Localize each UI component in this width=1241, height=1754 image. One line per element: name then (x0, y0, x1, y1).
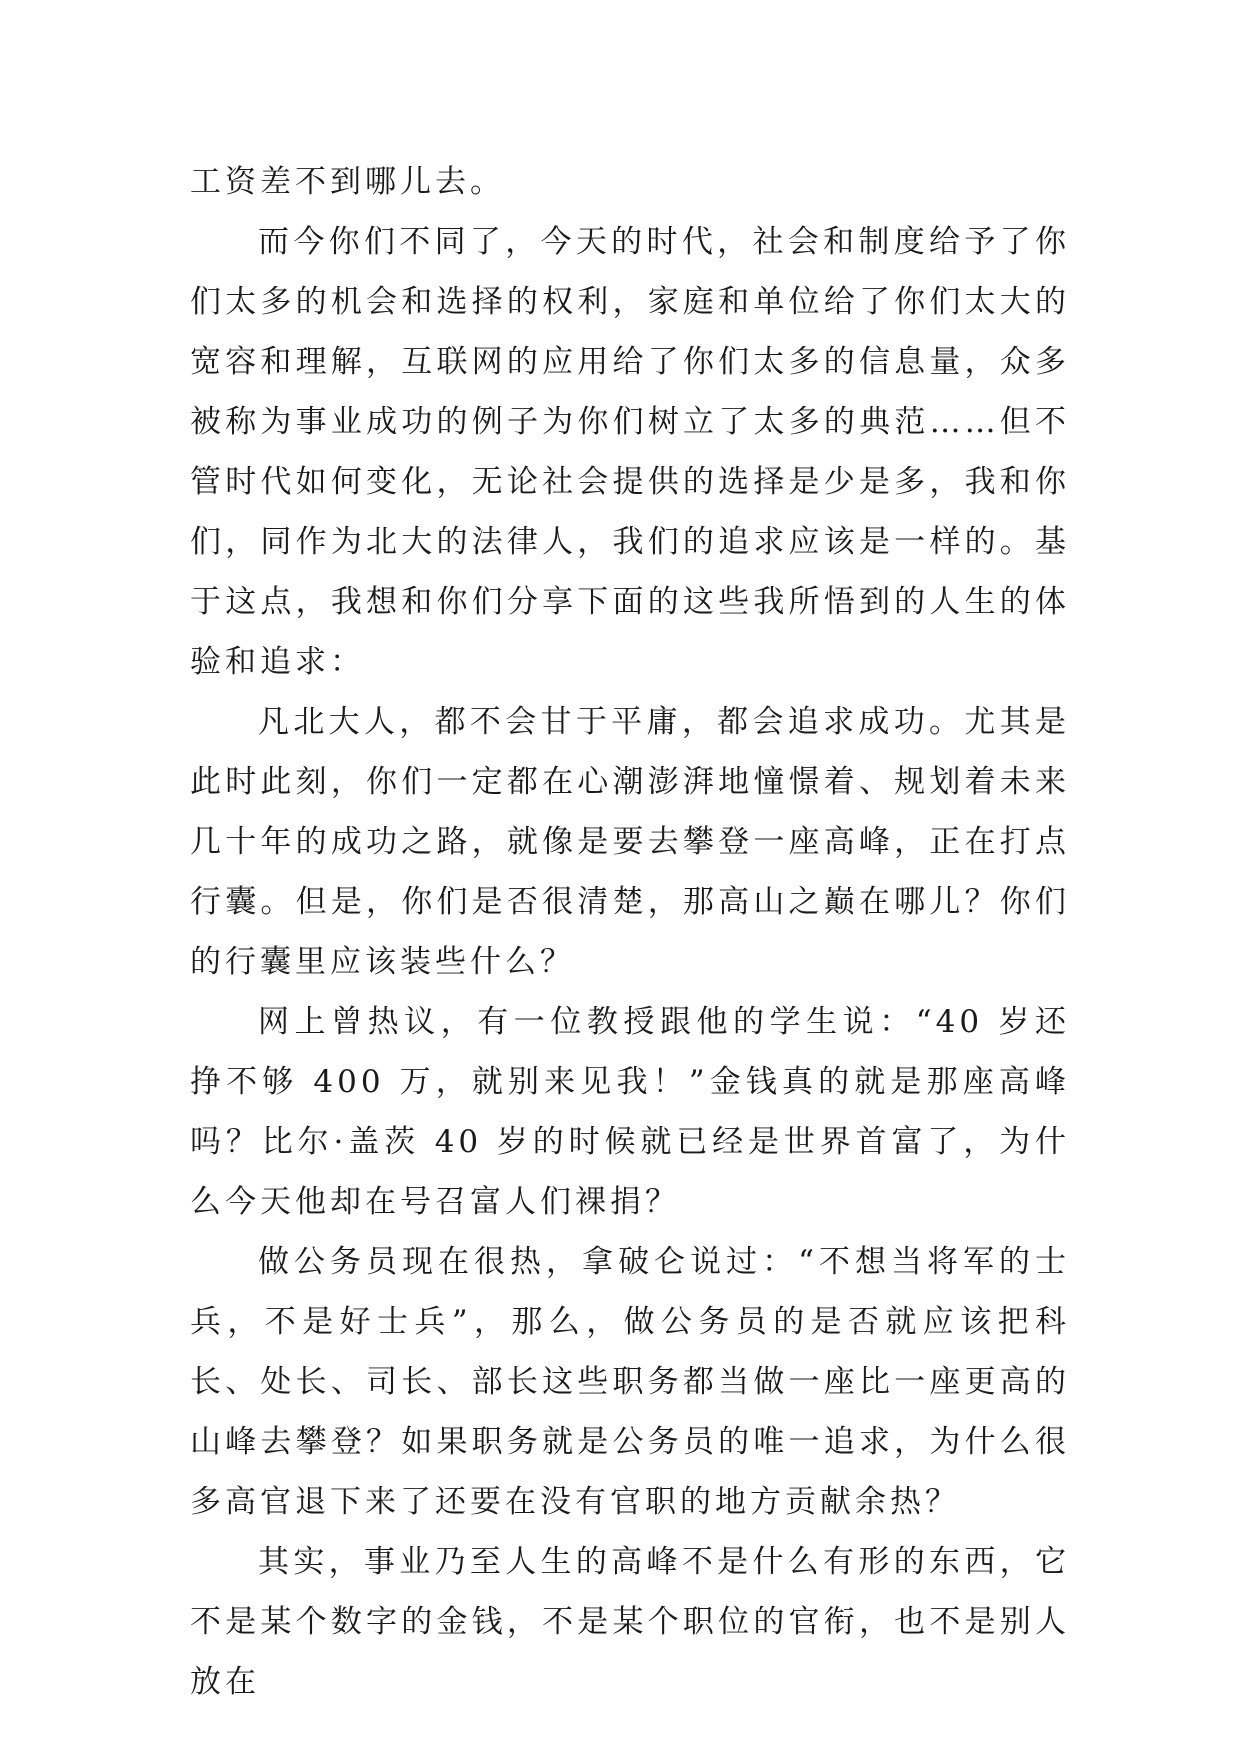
paragraph-2: 而今你们不同了，今天的时代，社会和制度给予了你们太多的机会和选择的权利，家庭和单位给了你们太大的宽容和理解，互联网的应用给了你们太多的信息量，众多被称为事业成功的例子为你们树立了太多的典范……但不管时代如何变化，无论社会提供的选择是少是多，我和你们，同作为北大的法律人，我们的追求应该是一样的。基于这点，我想和你们分享下面的这些我所悟到的人生的体验和追求： (190, 224, 1070, 680)
paragraph-3: 凡北大人，都不会甘于平庸，都会追求成功。尤其是此时此刻，你们一定都在心潮澎湃地憧憬着、规划着未来几十年的成功之路，就像是要去攀登一座高峰，正在打点行囊。但是，你们是否很清楚，那高山之巅在哪儿？你们的行囊里应该装些什么？ (190, 704, 1070, 980)
paragraph-1: 工资差不到哪儿去。 (190, 164, 505, 200)
paragraph-6: 其实，事业乃至人生的高峰不是什么有形的东西，它不是某个数字的金钱，不是某个职位的官衔，也不是别人放在 (190, 1544, 1070, 1700)
document-body (190, 152, 1070, 1712)
paragraph-4: 网上曾热议，有一位教授跟他的学生说：“40 岁还挣不够 400 万，就别来见我！”金钱真的就是那座高峰吗？比尔·盖茨 40 岁的时候就已经是世界首富了，为什么今天他却在号召富人们裸捐？ (190, 1004, 1070, 1220)
paragraph-5: 做公务员现在很热，拿破仑说过：“不想当将军的士兵，不是好士兵”，那么，做公务员的是否就应该把科长、处长、司长、部长这些职务都当做一座比一座更高的山峰去攀登？如果职务就是公务员的唯一追求，为什么很多高官退下来了还要在没有官职的地方贡献余热？ (190, 1244, 1070, 1520)
